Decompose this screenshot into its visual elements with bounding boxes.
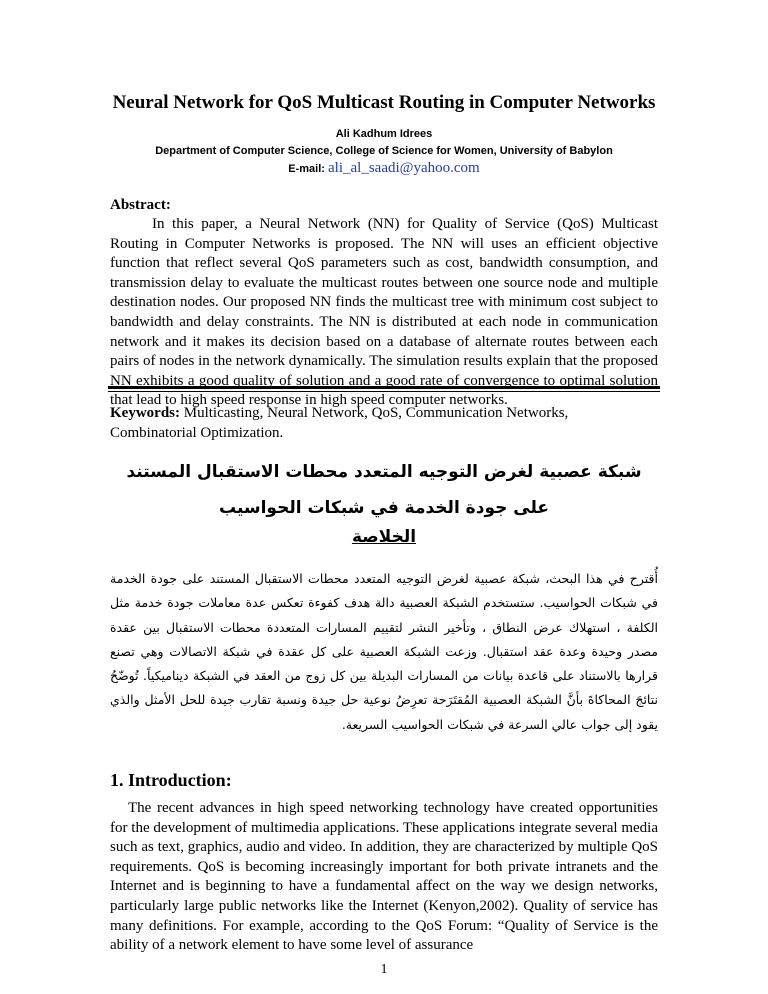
section-divider-thick xyxy=(108,386,660,389)
author-affiliation: Department of Computer Science, College of Science for Women, University of Babylon xyxy=(155,145,613,157)
introduction-text: The recent advances in high speed networking technology have created opportunities for the development of multimedia applications. These applications integrate several media such as text, graphics, audio and video. In addition, they are characterized by multiple QoS requirements. QoS is becoming increasingly important for both private intranets and the Internet and is beginning to have a fundamental affect on the way we design networks, particularly large public networks like the Internet (Kenyon,2002). Quality of service has many definitions. For example, according to the QoS Forum: “Quality of Service is the ability of a network element to have some level of assurance xyxy=(110,800,658,954)
email-link[interactable]: ali_al_saadi@yahoo.com xyxy=(328,160,480,176)
author-name: Ali Kadhum Idrees xyxy=(335,128,433,140)
introduction-heading: 1. Introduction: xyxy=(110,770,232,790)
keywords-text: Multicasting, Neural Network, QoS, Communication Networks, Combinatorial Optimization. xyxy=(110,405,569,441)
arabic-abstract-heading: الخلاصة xyxy=(351,527,417,547)
email-label: E-mail: xyxy=(288,163,329,175)
section-divider-thin xyxy=(108,391,660,392)
keywords xyxy=(110,404,658,443)
keywords-label: Keywords: xyxy=(110,405,180,421)
arabic-title: شبكة عصبية لغرض التوجيه المتعدد محطات الاستقبال المستند على جودة الخدمة في شبكات الحواسيب xyxy=(126,462,642,518)
abstract-heading: Abstract: xyxy=(110,197,171,213)
abstract-text: In this paper, a Neural Network (NN) for Quality of Service (QoS) Multicast Routing in Computer Networks is proposed. The NN will uses an efficient objective function that reflect several QoS parameters such as cost, bandwidth consumption, and transmission delay to evaluate the multicast routes between one source node and multiple destination nodes. Our proposed NN finds the multicast tree with minimum cost subject to bandwidth and delay constraints. The NN is distributed at each node in communication network and it makes its decision based on a database of alternate routes between each pairs of nodes in the network dynamically. The simulation results explain that the proposed NN exhibits a good quality of solution and a good rate of convergence to optimal solution that lead to high speed response in high speed computer networks. xyxy=(110,216,658,409)
page-number: 1 xyxy=(380,962,388,977)
email-line xyxy=(0,160,768,177)
paper-title: Neural Network for QoS Multicast Routing in Computer Networks xyxy=(112,92,656,113)
arabic-abstract-text: أُقترح في هذا البحث، شبكة عصبية لغرض التوجيه المتعدد محطات الاستقبال المستند على جودة الخدمة في شبكات الحواسيب. ستستخدم الشبكة العصبية دالة هدف كفوءة تعكس عدة معاملات جودة خدمة مثل الكلفة ، استهلاك عرض النطاق ، وتأخير النشر لتقييم المسارات المتعددة محطات الاستقبال بين عقدة مصدر وحيدة وعدة عقد استقبال. وزعت الشبكة العصبية على كل عقدة في شبكة الاتصالات وهي تصنع قرارها بالاستناد على قاعدة بيانات من المسارات البديلة بين كل زوج من العقد في الشبكة ديناميكياً. تُوضّحُ نتائجَ المحاكاةَ بأنَّ الشبكة العصبية المُقتَرَحة تعرِضُ نوعية حل جيدة ونسبة تقارب جيدة للحل الأمثل والذي يقود إلى جواب عالي السرعة في شبكات الحواسيب السريعة. xyxy=(110,571,658,732)
